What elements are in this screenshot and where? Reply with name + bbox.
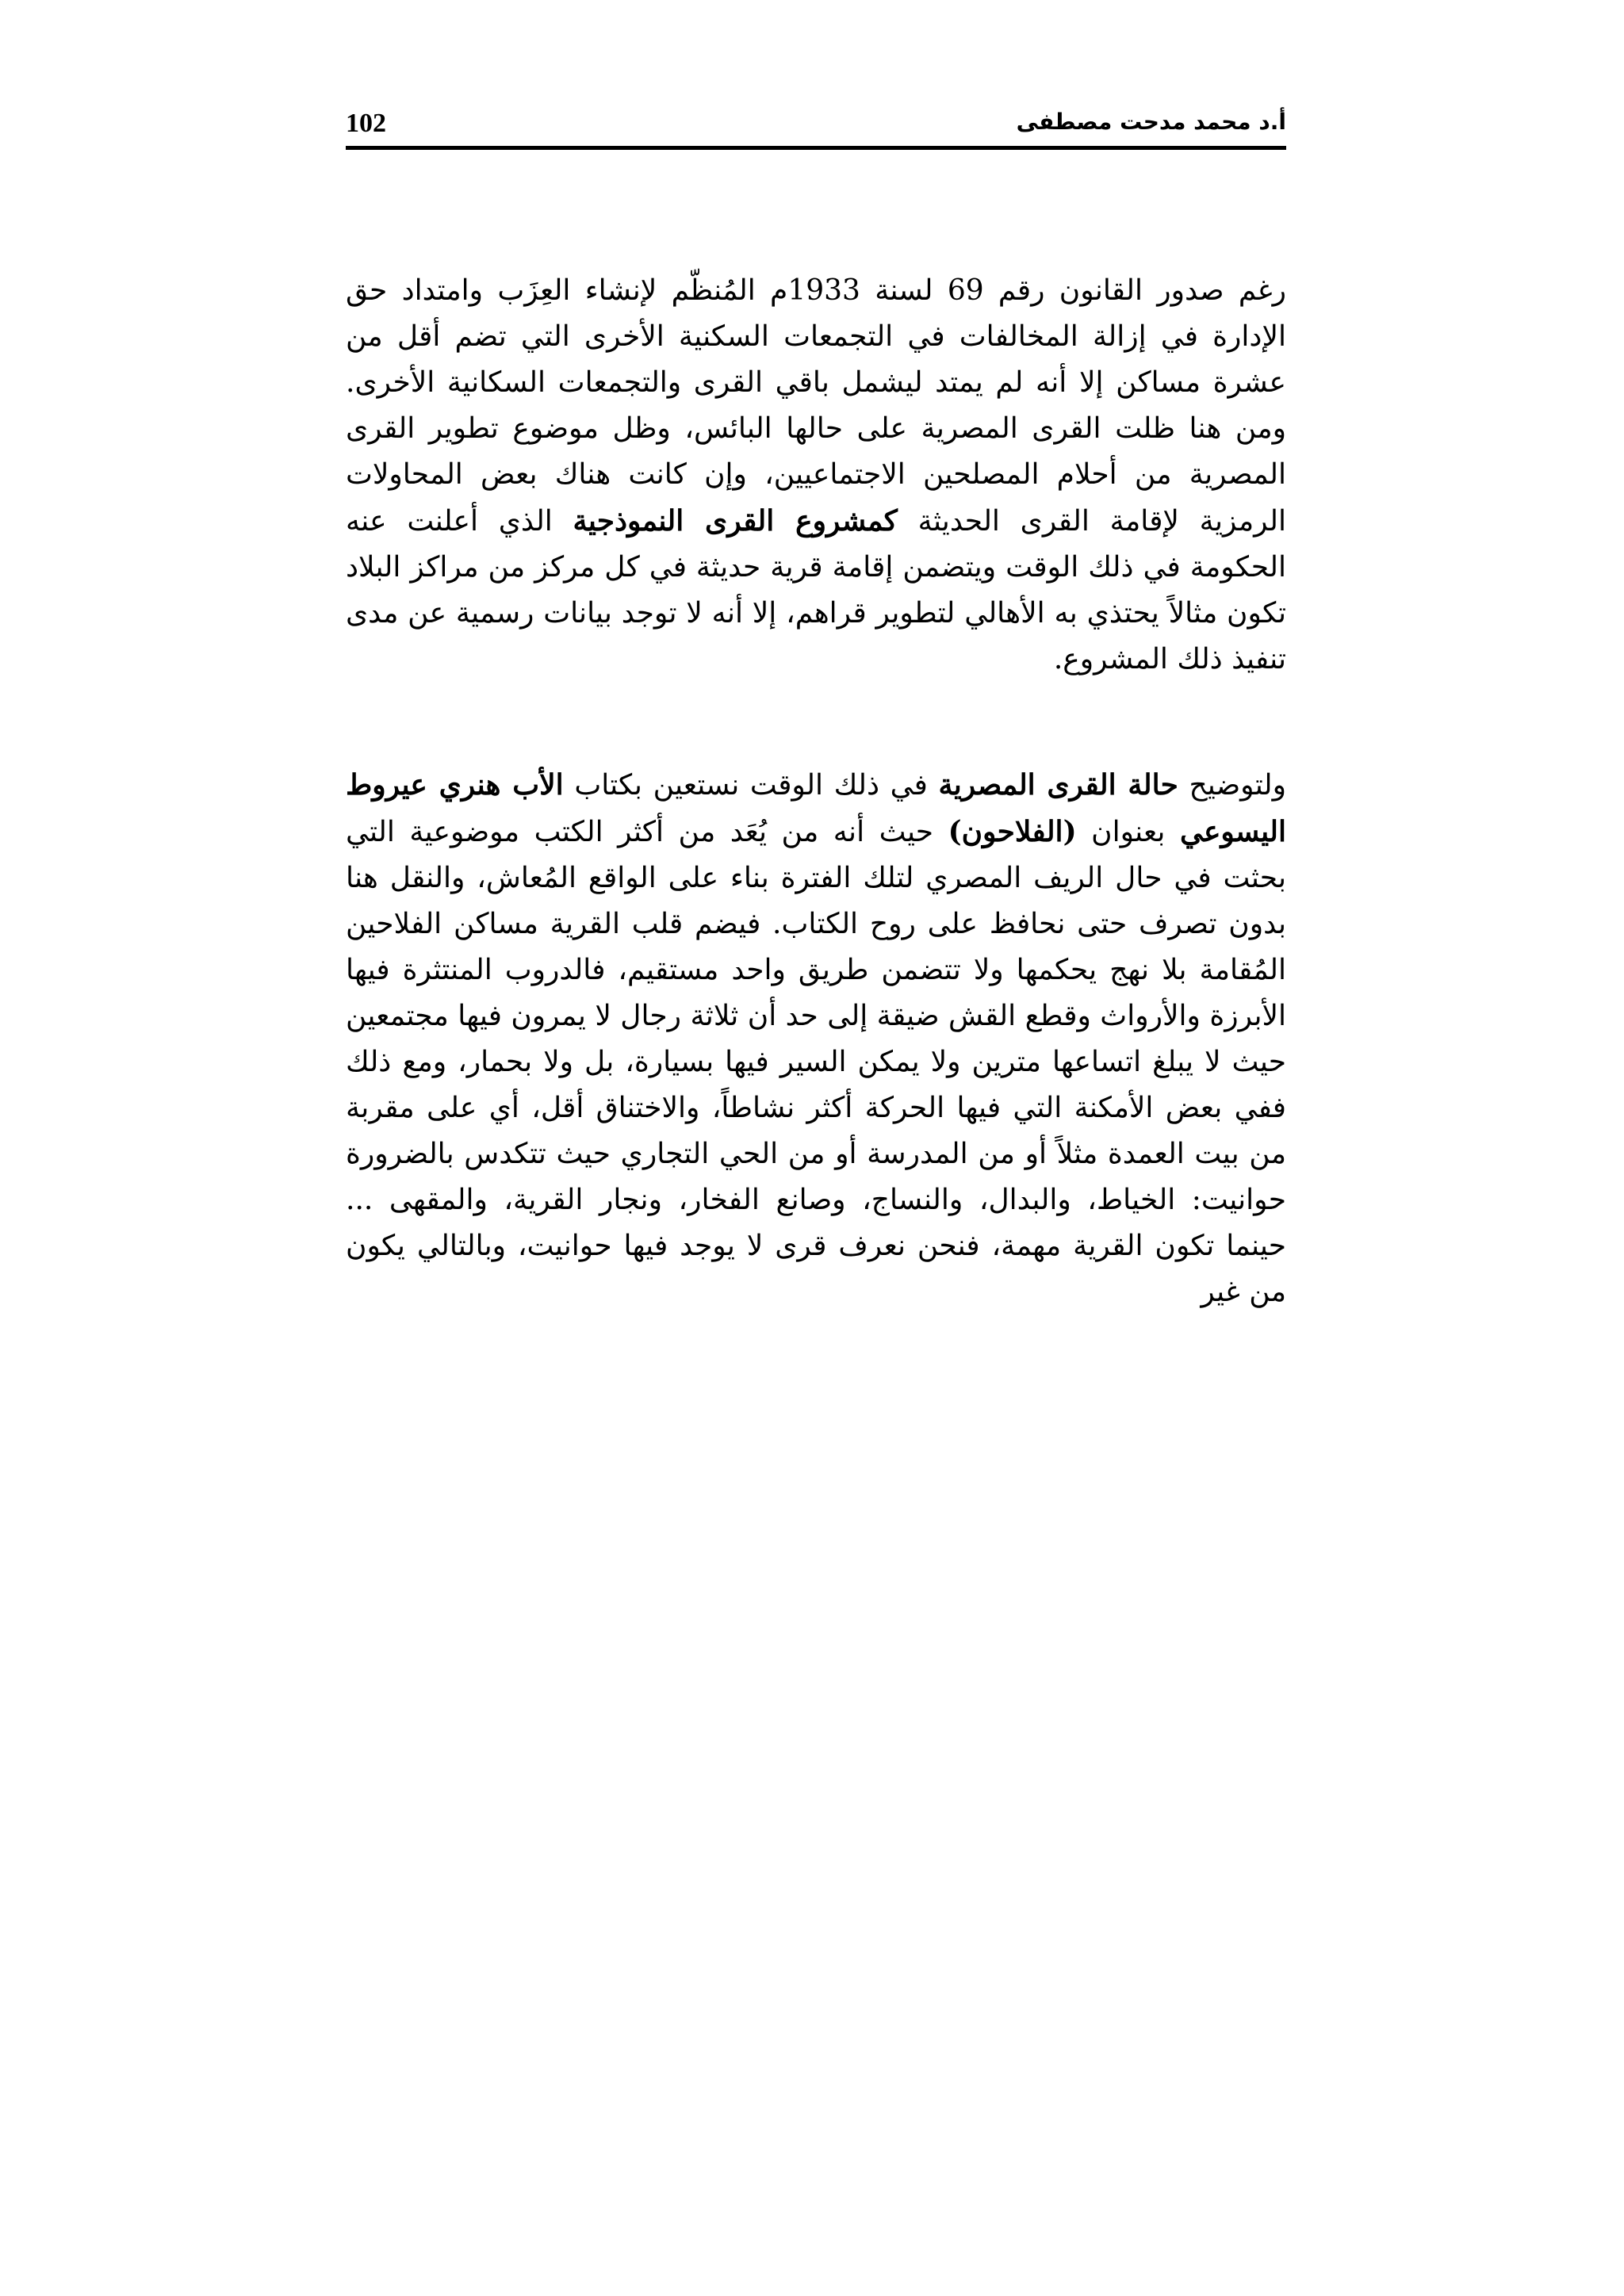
body-text <box>346 268 1286 1315</box>
running-head-author: أ.د محمد مدحت مصطفى <box>1016 109 1286 135</box>
text-segment: في ذلك الوقت نستعين بكتاب <box>563 769 939 802</box>
paragraph-2 <box>346 762 1286 1315</box>
bold-author-name: الأب هنري عيروط اليسوعي <box>346 768 1286 848</box>
header-rule <box>346 146 1286 150</box>
text-segment: بعنوان <box>1076 816 1180 848</box>
bold-term: كمشروع القرى النموذجية <box>573 504 898 538</box>
bold-book-title: (الفلاحون) <box>948 815 1077 848</box>
text-segment: ولتوضيح <box>1178 769 1286 802</box>
text-segment: حيث أنه من يُعَد من أكثر الكتب موضوعية التي بحثت في حال الريف المصري لتلك الفترة بناء على الواقع المُعاش، والنقل هنا بدون تصرف حتى نحافظ على روح الكتاب. فيضم قلب القرية مساكن الفلاحين المُقامة بلا نهج يحكمها ولا تتضمن طريق واحد مستقيم، فالدروب المنتثرة فيها الأبرزة والأرواث وقطع القش ضيقة إلى حد أن ثلاثة رجال لا يمرون فيها مجتمعين حيث لا يبلغ اتساعها مترين ولا يمكن السير فيها بسيارة، بل ولا بحمار، ومع ذلك ففي بعض الأمكنة التي فيها الحركة أكثر نشاطاً، والاختناق أقل، أي على مقربة من بيت العمدة مثلاً أو من المدرسة أو من الحي التجاري حيث تتكدس بالضرورة حوانيت: الخياط، والبدال، والنساج، وصانع الفخار، ونجار القرية، والمقهى ... حينما تكون القرية مهمة، فنحن نعرف قرى لا يوجد فيها حوانيت، وبالتالي يكون من غير <box>346 816 1286 1308</box>
bold-term: حالة القرى المصرية <box>938 768 1178 802</box>
page-header <box>346 105 1286 147</box>
text-segment: رغم صدور القانون رقم 69 لسنة 1933م المُنظّم لإنشاء العِزَب وامتداد حق الإدارة في إزالة المخالفات في التجمعات السكنية الأخرى التي تضم أقل من عشرة مساكن إلا أنه لم يمتد ليشمل باقي القرى والتجمعات السكانية الأخرى. ومن هنا ظلت القرى المصرية على حالها البائس، وظل موضوع تطوير القرى المصرية من أحلام المصلحين الاجتماعيين، وإن كانت هناك بعض المحاولات الرمزية لإقامة القرى الحديثة <box>346 274 1286 538</box>
paragraph-1 <box>346 268 1286 683</box>
text-segment: الذي أعلنت عنه الحكومة في ذلك الوقت ويتضمن إقامة قرية حديثة في كل مركز من مراكز البلاد تكون مثالاً يحتذي به الأهالي لتطوير قراهم، إلا أنه لا توجد بيانات رسمية عن مدى تنفيذ ذلك المشروع. <box>346 505 1286 675</box>
page-number: 102 <box>346 109 386 138</box>
